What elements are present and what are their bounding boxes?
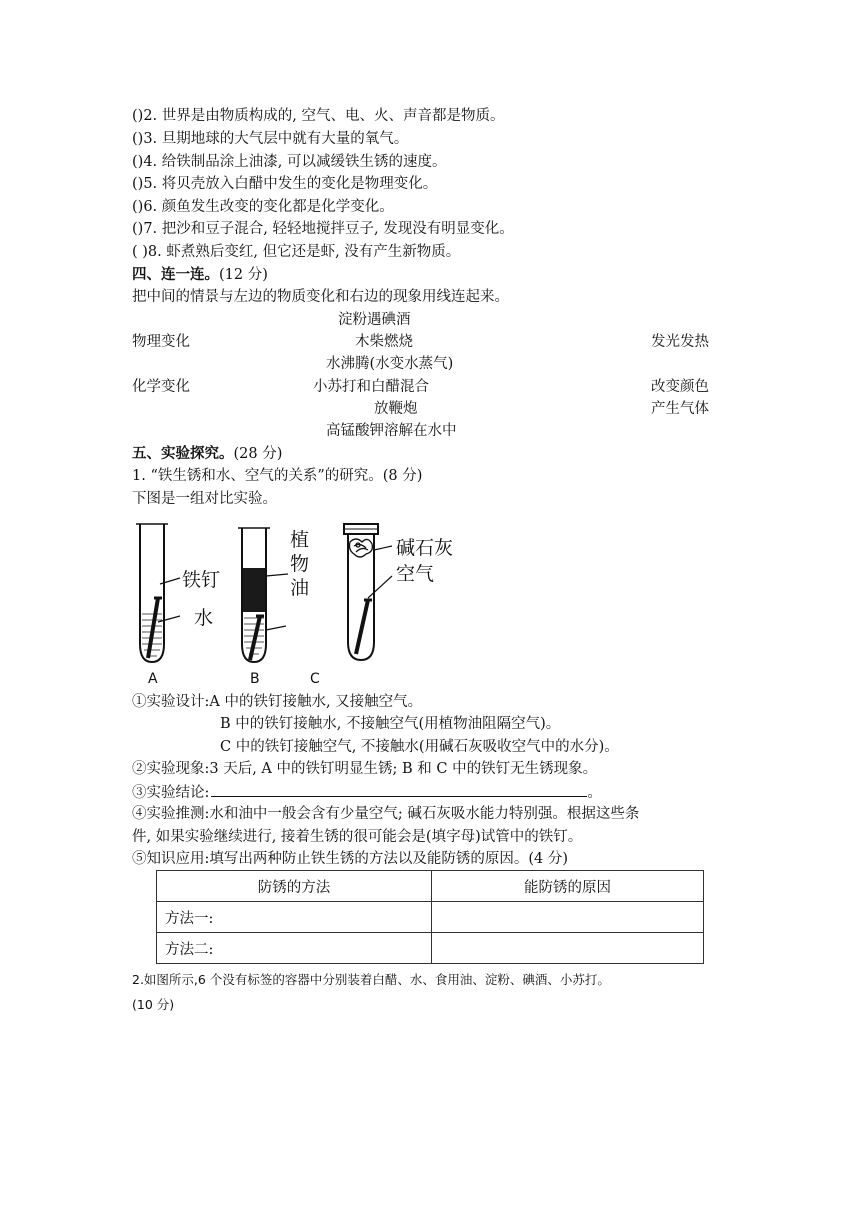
apply-line: ⑤知识应用:填写出两种防止铁生锈的方法以及能防锈的原因。(4 分)	[132, 851, 569, 867]
design-line-3: C 中的铁钉接触空气, 不接触水(用碱石灰吸收空气中的水分)。	[220, 739, 619, 755]
conclusion-line	[132, 782, 602, 803]
reason-two-cell[interactable]	[432, 933, 704, 964]
match-middle-3: 水沸腾(水变水蒸气)	[326, 356, 454, 372]
section-5-heading	[132, 444, 282, 464]
judge-item-5: ()5. 将贝壳放入白醋中发生的变化是物理变化。	[132, 176, 438, 192]
match-right-3: 产生气体	[651, 401, 709, 417]
iron-nail-c	[356, 600, 368, 654]
match-middle-6: 高锰酸钾溶解在水中	[326, 423, 457, 439]
reason-one-cell[interactable]	[432, 902, 704, 933]
section-5-title: 五、实验探究。	[132, 445, 234, 462]
design-line-1: ①实验设计:A 中的铁钉接触水, 又接触空气。	[132, 694, 423, 710]
method-two-cell[interactable]: 方法二:	[157, 933, 432, 964]
iron-nail-b	[250, 616, 260, 660]
match-right-1: 发光发热	[651, 334, 709, 350]
match-middle-1: 淀粉遇碘酒	[338, 312, 411, 328]
conclusion-end: 。	[587, 785, 602, 801]
speculate-line-1: ④实验推测:水和油中一般会含有少量空气; 碱石灰吸水能力特别强。根据这些条	[132, 806, 640, 822]
question-2-line-1: 2.如图所示,6 个没有标签的容器中分别装着白醋、水、食用油、淀粉、碘酒、小苏打。	[132, 972, 610, 987]
table-head-method: 防锈的方法	[157, 871, 432, 902]
question-1-intro: 下图是一组对比实验。	[132, 491, 277, 507]
section-5-score: (28 分)	[233, 446, 283, 462]
tube-label-c: C	[310, 671, 320, 687]
rust-prevention-table	[156, 870, 704, 964]
test-tube-figure	[128, 518, 488, 688]
match-right-2: 改变颜色	[651, 379, 709, 395]
judge-item-8: ( )8. 虾煮熟后变红, 但它还是虾, 没有产生新物质。	[132, 244, 461, 260]
conclusion-label: ③实验结论:	[132, 785, 210, 801]
table-head-reason: 能防锈的原因	[432, 871, 704, 902]
label-nail: 铁钉	[182, 569, 221, 591]
table-row	[157, 933, 704, 964]
section-4-instruction: 把中间的情景与左边的物质变化和右边的现象用线连起来。	[132, 289, 509, 305]
table-header-row	[157, 871, 704, 902]
section-4-title: 四、连一连。	[132, 266, 219, 283]
phenomenon-line: ②实验现象:3 天后, A 中的铁钉明显生锈; B 和 C 中的铁钉无生锈现象。	[132, 761, 598, 777]
label-air: 空气	[396, 563, 435, 585]
table-row	[157, 902, 704, 933]
label-soda-lime: 碱石灰	[396, 537, 454, 559]
match-left-2: 化学变化	[132, 379, 190, 395]
match-left-1: 物理变化	[132, 334, 190, 350]
label-oil-3: 油	[290, 577, 310, 599]
tube-label-a: A	[148, 671, 158, 687]
test-tube-b	[238, 528, 288, 662]
iron-nail-a	[148, 598, 158, 658]
test-tube-c	[344, 524, 392, 660]
test-tube-a	[136, 524, 180, 662]
design-line-2: B 中的铁钉接触水, 不接触空气(用植物油阻隔空气)。	[220, 716, 561, 732]
soda-lime-bag	[350, 539, 373, 557]
judge-item-4: ()4. 给铁制品涂上油漆, 可以减缓铁生锈的速度。	[132, 154, 447, 170]
section-4-score: (12 分)	[219, 267, 268, 283]
label-oil-2: 物	[290, 553, 310, 575]
question-1-title: 1. “铁生锈和水、空气的关系”的研究。(8 分)	[132, 468, 423, 484]
section-4-heading	[132, 265, 268, 285]
label-water: 水	[194, 607, 214, 629]
vegetable-oil-layer	[243, 568, 265, 612]
conclusion-answer-blank[interactable]	[211, 782, 587, 797]
speculate-line-2: 件, 如果实验继续进行, 接着生锈的很可能会是(填字母)试管中的铁钉。	[132, 829, 583, 845]
method-one-cell[interactable]: 方法一:	[157, 902, 432, 933]
label-oil-1: 植	[290, 529, 310, 551]
judge-item-6: ()6. 颜鱼发生改变的变化都是化学变化。	[132, 199, 394, 215]
judge-item-3: ()3. 旦期地球的大气层中就有大量的氧气。	[132, 131, 409, 147]
tube-label-b: B	[250, 671, 260, 687]
judge-item-7: ()7. 把沙和豆子混合, 轻轻地搅拌豆子, 发现没有明显变化。	[132, 221, 514, 237]
match-middle-4: 小苏打和白醋混合	[313, 379, 429, 395]
judge-item-2: ()2. 世界是由物质构成的, 空气、电、火、声音都是物质。	[132, 108, 505, 124]
match-middle-2: 木柴燃烧	[355, 334, 413, 350]
match-middle-5: 放鞭炮	[374, 401, 418, 417]
question-2-line-2: (10 分)	[132, 997, 175, 1012]
